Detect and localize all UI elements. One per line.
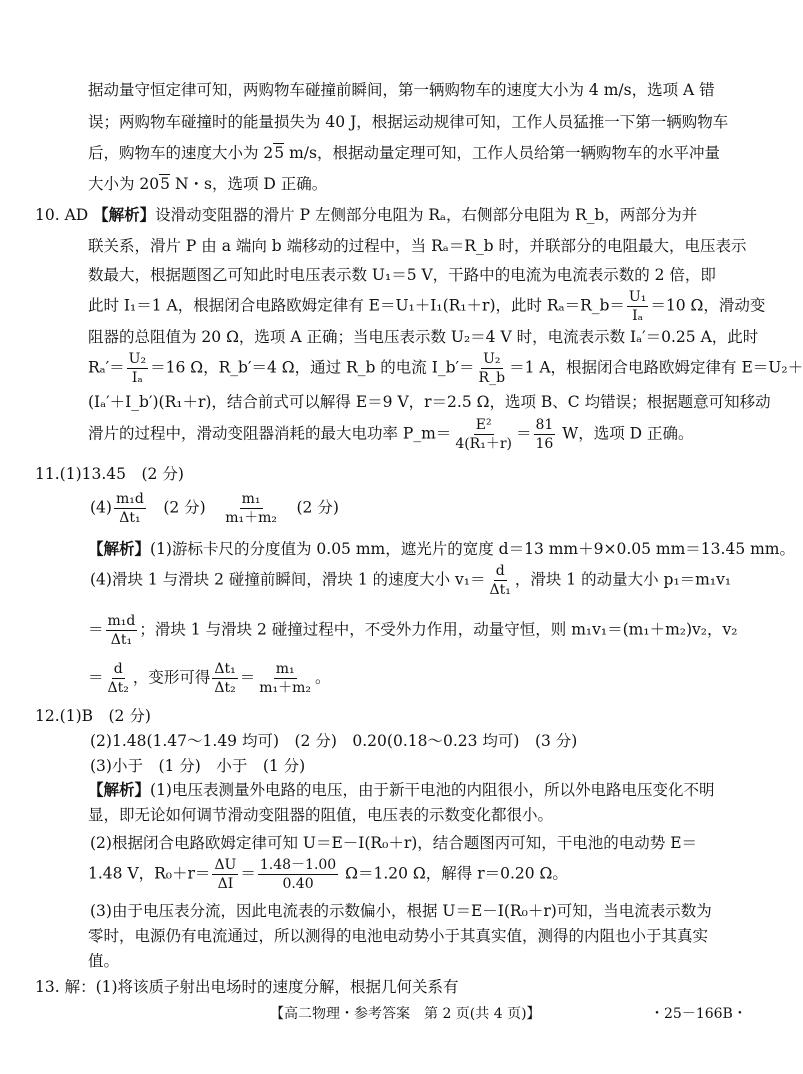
footer-code: ・25－166B・ (650, 1006, 747, 1022)
q10-line-1: 10. AD 【解析】设滑动变阻器的滑片 P 左侧部分电阻为 Rₐ，右侧部分电阻为 R_b，两部分为并 (35, 205, 698, 224)
q12-explain-6: 零时，电源仍有电流通过，所以测得的电池电动势小于其真实值，测得的内阻也小于其真实 (88, 927, 709, 945)
q12-explain-7: 值。 (88, 952, 120, 970)
q13-line-1: 13. 解：(1)将该质子射出电场时的速度分解，根据几何关系有 (35, 978, 459, 996)
q11-line-1: 11.(1)13.45 (2 分) (35, 465, 184, 483)
sqrt-5-b: 5 (160, 175, 171, 193)
q12-explain-1: 【解析】(1)电压表测量外电路的电压，由于新干电池的内阻很小，所以外电路电压变化不明 (88, 780, 715, 799)
q11-explain-2: (4)滑块 1 与滑块 2 碰撞前瞬间，滑块 1 的速度大小 v₁＝ $\frac{d}{\text{Δt₁}}$ ，滑块 1 的动量大小 p₁＝m₁v₁ (90, 563, 732, 598)
q11-answer-4: (4) $\frac{\text{m₁d}}{\text{Δt₁}}$ (2 分) $\frac{\text{m₁}}{\text{m₁＋m₂}}$ (2 分) (90, 491, 339, 526)
q10-line-6: Rₐ′＝ $\frac{\text{U₂}}{\text{Iₐ}}$ ＝16 Ω，R_b′＝4 Ω，通过 R_b 的电流 I_b′＝ $\frac{\text{U₂}}{R\_b}$ ＝1 A，根据闭合电路欧姆定律有 E＝U₂＋ (88, 351, 803, 386)
q12-line-1: 12.(1)B (2 分) (35, 707, 151, 725)
q10-line-2: 联关系，滑片 P 由 a 端向 b 端移动的过程中，当 Rₐ＝R_b 时，并联部分的电阻最大，电压表示 (88, 237, 747, 255)
q11-explain-1: 【解析】(1)游标卡尺的分度值为 0.05 mm，遮光片的宽度 d＝13 mm＋9×0.05 mm＝13.45 mm。 (88, 539, 796, 558)
analysis-tag: 【解析】 (93, 205, 156, 224)
q10-line-3: 数最大，根据题图乙可知此时电压表示数 U₁＝5 V，干路中的电流为电流表示数的 2 倍，即 (88, 266, 716, 284)
q10-line-5: 阻器的总阻值为 20 Ω，选项 A 正确；当电压表示数 U₂＝4 V 时，电流表示数 Iₐ′＝0.25 A，此时 (88, 328, 759, 346)
sqrt-5: 5 (274, 144, 285, 162)
page-footer (0, 1003, 764, 1029)
q10-line-7: (Iₐ′＋I_b′)(R₁＋r)，结合前式可以解得 E＝9 V，r＝2.5 Ω，选项 B、C 均错误；根据题意可知移动 (88, 393, 771, 411)
q10-line-8: 滑片的过程中，滑动变阻器消耗的最大电功率 P_m＝ $\frac{\text{E²}}{\text{4(R₁＋r)}}$ ＝ $\frac{81}{16}$ W，选项 D 正确。 (88, 417, 694, 452)
q12-explain-3: (2)根据闭合电路欧姆定律可知 U＝E－I(R₀＋r)，结合题图丙可知，干电池的电动势 E＝ (90, 834, 698, 852)
q9-line-2: 误；两购物车碰撞时的能量损失为 40 J，根据运动规律可知，工作人员猛推一下第一辆购物车 (88, 113, 729, 131)
q12-explain-5: (3)由于电压表分流，因此电流表的示数偏小，根据 U＝E－I(R₀＋r)可知，当电流表示数为 (90, 902, 712, 920)
q12-answer-2: (2)1.48(1.47～1.49 均可) (2 分) 0.20(0.18～0.23 均可) (3 分) (90, 732, 578, 750)
q10-line-4: 此时 I₁＝1 A，根据闭合电路欧姆定律有 E＝U₁＋I₁(R₁＋r)，此时 Rₐ＝R_b＝ $\frac{\text{U₁}}{\text{Iₐ}}$ ＝10 Ω，滑动变 (88, 289, 766, 324)
q12-answer-3: (3)小于 (1 分) 小于 (1 分) (90, 757, 306, 775)
q11-explain-4: ＝ $\frac{d}{\text{Δt₂}}$ ，变形可得 $\frac{\text{Δt₁}}{\text{Δt₂}}$ ＝ $\frac{\text{m₁}}{\text{m₁＋m₂}}$ 。 (88, 661, 331, 696)
q12-explain-4: 1.48 V，R₀＋r＝ $\frac{\Delta U}{\Delta I}$ ＝ $\frac{1.48-1.00}{0.40}$ Ω＝1.20 Ω，解得 r＝0.20 Ω。 (88, 857, 568, 892)
q9-line-3: 后，购物车的速度大小为 25 m/s，根据动量定理可知，工作人员给第一辆购物车的水平冲量 (88, 144, 720, 162)
q9-line-4: 大小为 205 N・s，选项 D 正确。 (88, 175, 328, 193)
q11-explain-3: ＝ $\frac{\text{m₁d}}{\text{Δt₁}}$ ；滑块 1 与滑块 2 碰撞过程中，不受外力作用，动量守恒，则 m₁v₁＝(m₁＋m₂)v₂，v₂ (88, 613, 738, 648)
q12-explain-2: 显，即无论如何调节滑动变阻器的阻值，电压表的示数变化都很小。 (88, 806, 554, 824)
footer-title: 【高二物理・参考答案 第 2 页(共 4 页)】 (270, 1006, 541, 1022)
q9-line-1: 据动量守恒定律可知，两购物车碰撞前瞬间，第一辆购物车的速度大小为 4 m/s，选项 A 错 (88, 81, 715, 99)
